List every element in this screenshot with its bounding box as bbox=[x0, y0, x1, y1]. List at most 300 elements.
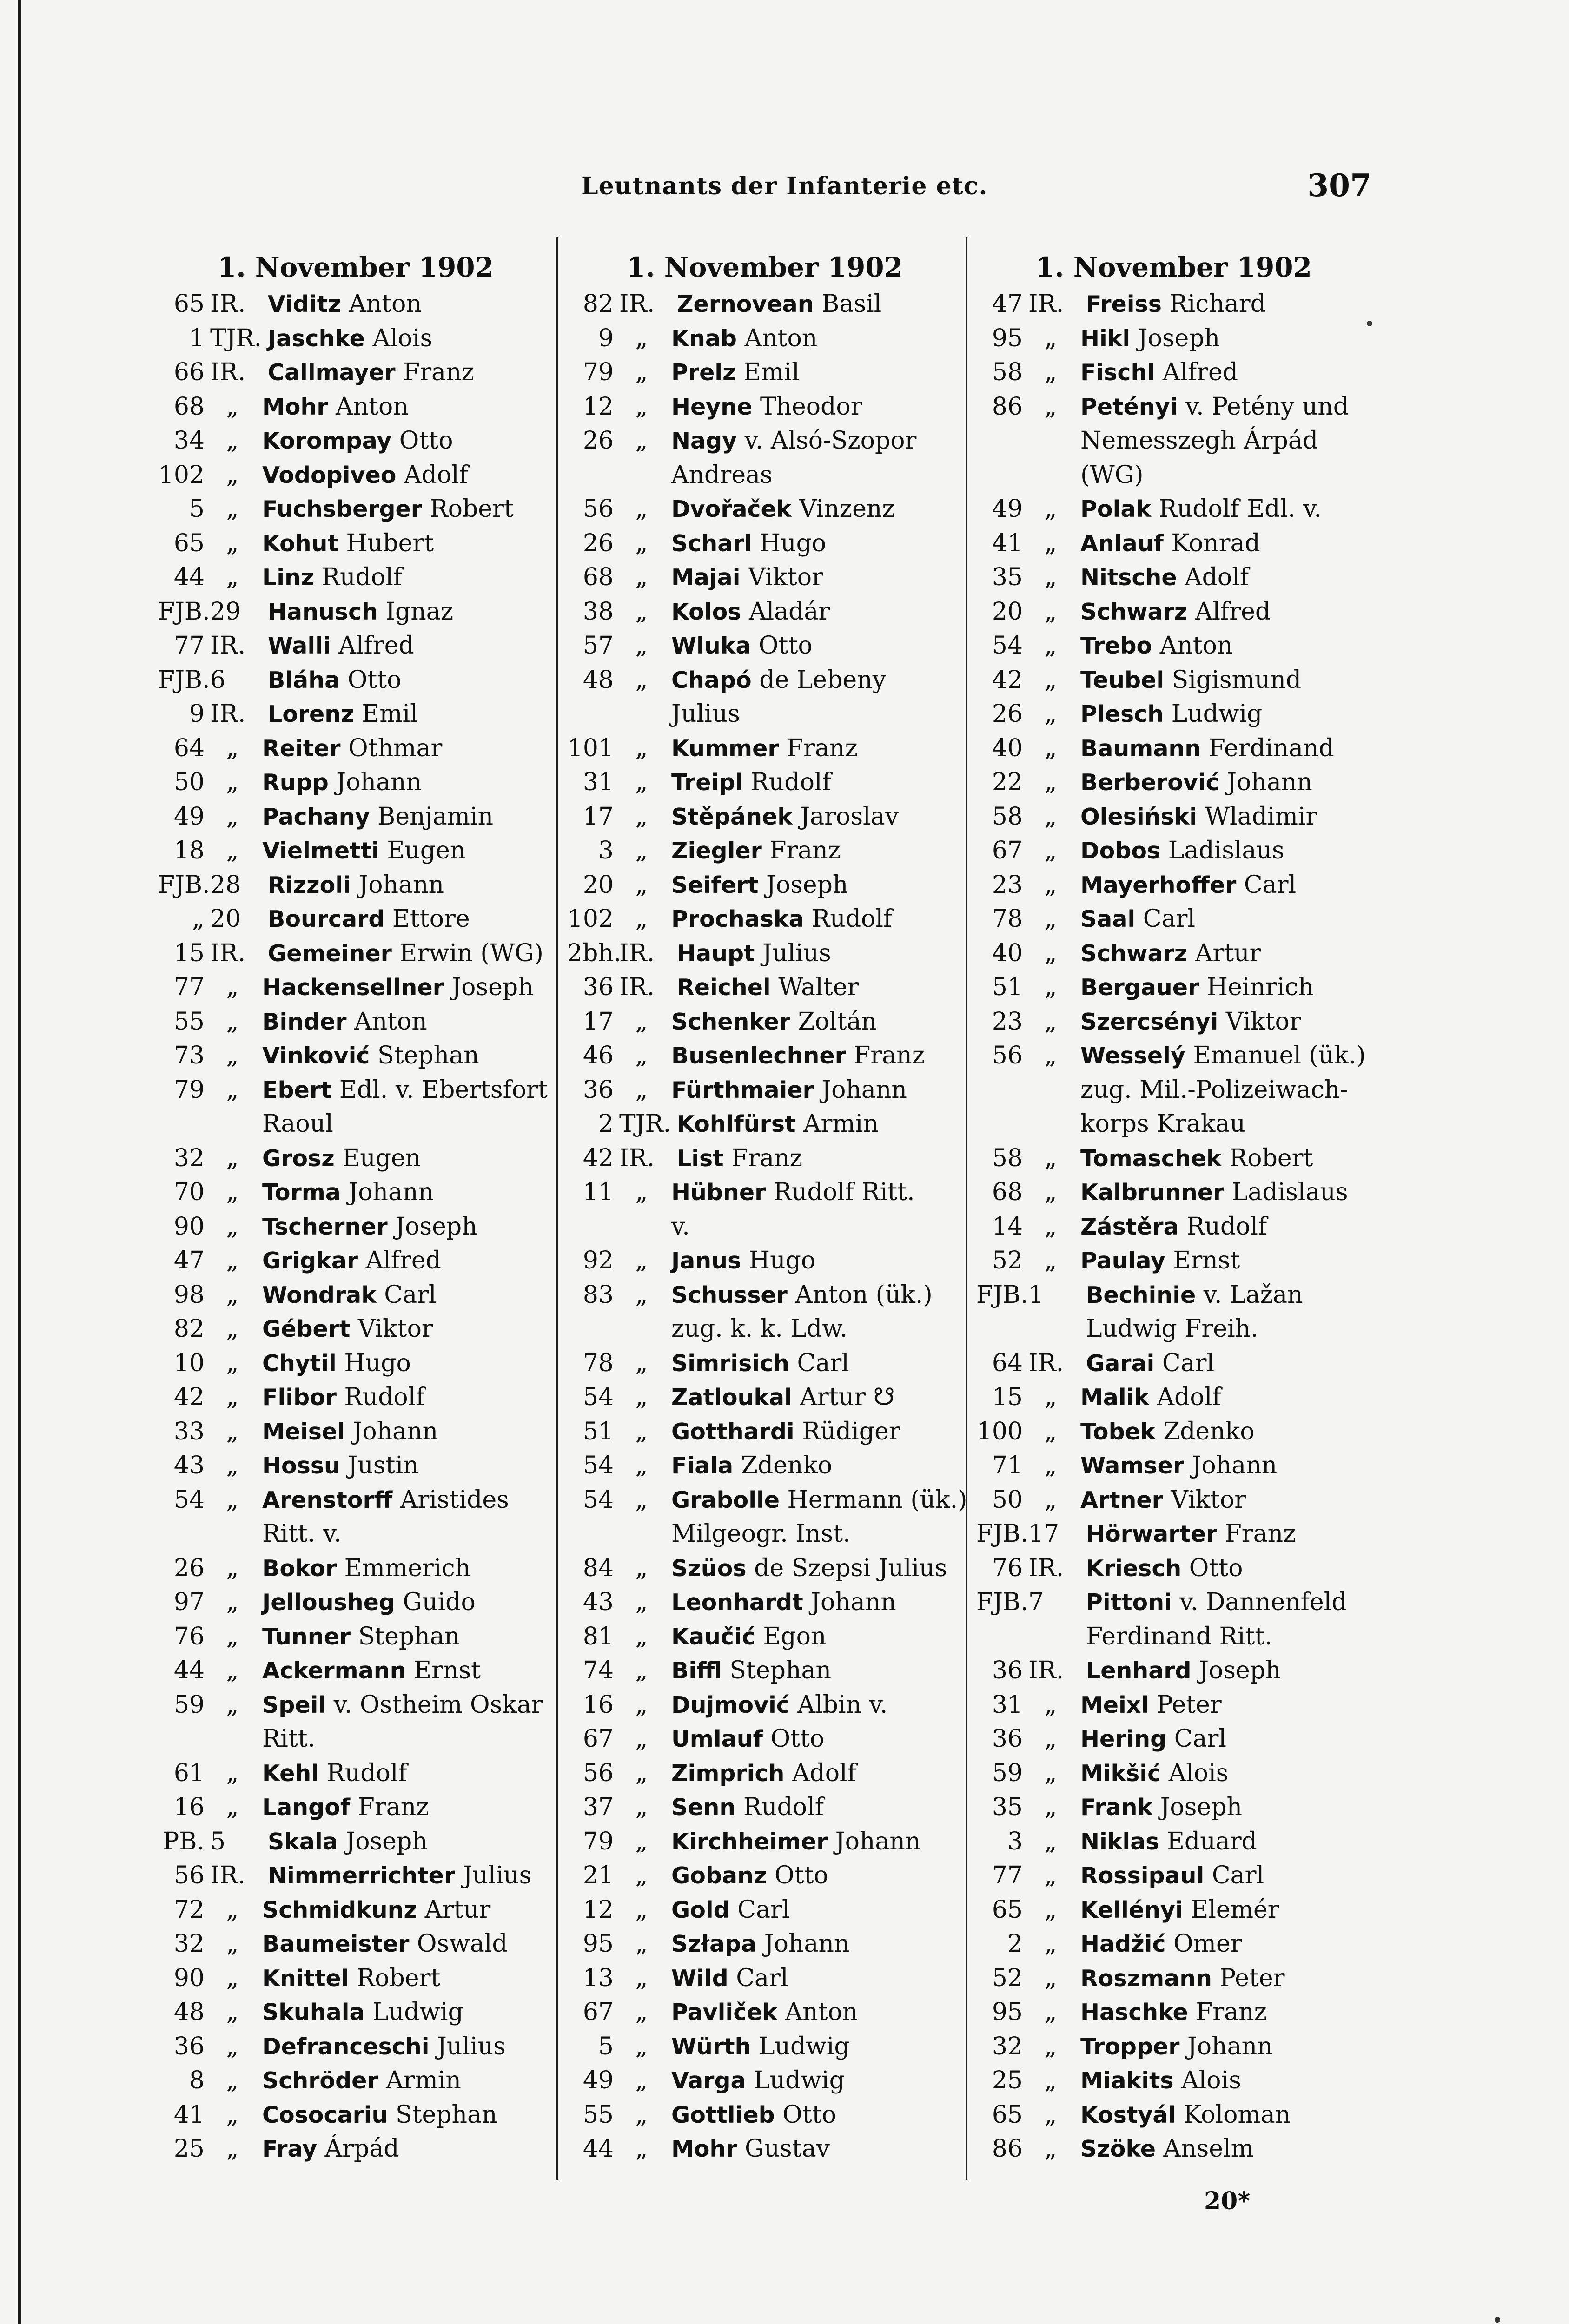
given-name: Zoltán bbox=[798, 1007, 877, 1036]
surname: Hackensellner bbox=[262, 974, 444, 1001]
officer-name bbox=[669, 390, 962, 424]
given-name: Adolf bbox=[404, 461, 468, 489]
regiment-number: 76 bbox=[992, 1554, 1023, 1582]
regiment-number: 76 bbox=[173, 1622, 205, 1651]
given-name: Ignaz bbox=[385, 597, 454, 626]
given-name: Julius bbox=[762, 939, 831, 967]
given-name: Stephan bbox=[395, 2100, 497, 2129]
given-name: Rüdiger bbox=[802, 1417, 900, 1446]
list-item bbox=[567, 1859, 962, 1893]
given-name: Stephan bbox=[358, 1622, 460, 1651]
officer-name bbox=[669, 1585, 962, 1620]
officer-name bbox=[669, 322, 962, 356]
unit-type: „ bbox=[1044, 1452, 1057, 1479]
unit-type: „ bbox=[1044, 1486, 1057, 1514]
given-name: Carl bbox=[1212, 1862, 1264, 1889]
list-item bbox=[976, 1722, 1371, 1756]
officer-name bbox=[260, 1312, 553, 1347]
officer-name bbox=[669, 732, 962, 766]
name-continuation: Ritt. bbox=[262, 1725, 316, 1753]
regiment-number: 18 bbox=[173, 837, 205, 865]
unit-type: „ bbox=[635, 563, 648, 591]
unit-type: „ bbox=[1044, 1690, 1057, 1719]
regiment-number: 2 bbox=[1007, 1930, 1023, 1958]
surname: Skala bbox=[268, 1828, 338, 1855]
list-item bbox=[158, 1347, 553, 1381]
surname: Leonhardt bbox=[671, 1589, 803, 1616]
given-name: Otto bbox=[774, 1862, 828, 1889]
unit-type: TJR. bbox=[210, 324, 262, 352]
list-item bbox=[567, 1790, 962, 1825]
officer-name bbox=[260, 424, 553, 458]
list-item bbox=[567, 1039, 962, 1073]
given-name: Ladislaus bbox=[1168, 837, 1284, 865]
unit-type: IR. bbox=[210, 700, 246, 728]
unit-type: „ bbox=[1044, 905, 1057, 933]
surname: Hanusch bbox=[268, 598, 378, 625]
unit-type: „ bbox=[226, 1383, 239, 1411]
unit-type: IR. bbox=[210, 939, 246, 967]
regiment-number: 66 bbox=[173, 358, 205, 386]
officer-name bbox=[669, 2098, 962, 2133]
name-continuation: Ludwig Freih. bbox=[1086, 1315, 1258, 1343]
officer-name bbox=[669, 1449, 962, 1483]
unit-type: „ bbox=[226, 2032, 239, 2060]
given-name: Johann bbox=[348, 1178, 434, 1206]
regiment-number: 57 bbox=[583, 632, 614, 660]
officer-name bbox=[266, 356, 553, 390]
list-item bbox=[976, 1893, 1371, 1928]
officer-name bbox=[669, 424, 962, 492]
given-name: Joseph bbox=[1160, 1793, 1242, 1821]
given-name: Peter bbox=[1156, 1690, 1222, 1719]
given-name: Viktor bbox=[748, 563, 823, 591]
unit-type: „ bbox=[635, 597, 648, 626]
list-item bbox=[158, 1175, 553, 1210]
regiment-number: PB. bbox=[163, 1827, 205, 1855]
regiment-number: 26 bbox=[173, 1554, 205, 1582]
surname: Gébert bbox=[262, 1316, 351, 1342]
unit-type: „ bbox=[635, 1042, 648, 1070]
officer-name bbox=[669, 1552, 962, 1586]
surname: Schwarz bbox=[1080, 598, 1188, 625]
unit-type: „ bbox=[635, 392, 648, 421]
regiment-number: 43 bbox=[583, 1588, 614, 1616]
list-item bbox=[158, 1244, 553, 1278]
list-item bbox=[567, 356, 962, 390]
list-item bbox=[567, 2064, 962, 2098]
list-item bbox=[976, 1552, 1371, 1586]
given-name: Rudolf bbox=[321, 563, 403, 591]
officer-name bbox=[669, 1175, 962, 1244]
unit-type: „ bbox=[635, 1486, 648, 1514]
regiment-number: 32 bbox=[173, 1930, 205, 1958]
surname: Meixl bbox=[1080, 1691, 1149, 1718]
list-item bbox=[158, 1927, 553, 1961]
regiment-number: 20 bbox=[583, 871, 614, 899]
surname: Dobos bbox=[1080, 838, 1161, 864]
list-item bbox=[158, 1893, 553, 1928]
unit-type: „ bbox=[635, 495, 648, 523]
regiment-number: 1 bbox=[189, 324, 205, 352]
unit-type: „ bbox=[226, 1588, 239, 1616]
unit-type: „ bbox=[226, 1315, 239, 1343]
surname: Kummer bbox=[671, 735, 779, 762]
officer-name bbox=[1079, 834, 1371, 868]
surname: Prochaska bbox=[671, 906, 804, 932]
list-item bbox=[567, 527, 962, 561]
officer-name bbox=[1079, 971, 1371, 1005]
surname: Wild bbox=[671, 1965, 728, 1992]
officer-name bbox=[669, 1688, 962, 1723]
regiment-number: 41 bbox=[992, 529, 1023, 557]
name-continuation: Andreas bbox=[671, 461, 773, 489]
regiment-number: 55 bbox=[583, 2100, 614, 2129]
regiment-number: 14 bbox=[992, 1212, 1023, 1241]
list-item bbox=[158, 937, 553, 971]
given-name: Anton bbox=[1159, 632, 1233, 660]
unit-type: „ bbox=[1044, 563, 1057, 591]
list-item bbox=[976, 1790, 1371, 1825]
name-continuation: Julius bbox=[671, 700, 740, 728]
officer-name bbox=[260, 1893, 553, 1928]
list-item bbox=[567, 424, 962, 492]
officer-name bbox=[669, 1654, 962, 1688]
list-item bbox=[976, 1517, 1371, 1552]
officer-name bbox=[1079, 1790, 1371, 1825]
surname: Plesch bbox=[1080, 701, 1164, 727]
regiment-number: 22 bbox=[992, 768, 1023, 796]
officer-name bbox=[266, 629, 553, 663]
unit-type: „ bbox=[635, 2135, 648, 2163]
unit-type: „ bbox=[1044, 358, 1057, 386]
surname: Saal bbox=[1080, 906, 1136, 932]
unit-type: „ bbox=[226, 2100, 239, 2129]
regiment-number: 84 bbox=[583, 1554, 614, 1582]
officer-name bbox=[260, 1620, 553, 1654]
unit-type: „ bbox=[1044, 837, 1057, 865]
unit-type: IR. bbox=[210, 290, 246, 318]
given-name: Vinzenz bbox=[799, 495, 895, 523]
unit-type: 6 bbox=[210, 666, 226, 694]
list-item bbox=[158, 561, 553, 595]
given-name: Emil bbox=[362, 700, 418, 728]
name-continuation: Nemesszegh Árpád (WG) bbox=[1080, 427, 1318, 489]
regiment-number: 44 bbox=[173, 563, 205, 591]
officer-name bbox=[675, 287, 962, 322]
list-item bbox=[158, 2132, 553, 2166]
given-name: Anton (ük.) bbox=[795, 1281, 933, 1309]
unit-type: „ bbox=[1044, 666, 1057, 694]
unit-type: „ bbox=[226, 1042, 239, 1070]
regiment-number: 8 bbox=[189, 2067, 205, 2094]
regiment-number: 86 bbox=[992, 392, 1023, 421]
unit-type: „ bbox=[635, 1383, 648, 1411]
list-item bbox=[567, 766, 962, 800]
list-item bbox=[976, 1039, 1371, 1142]
list-item bbox=[158, 458, 553, 493]
surname: List bbox=[677, 1145, 724, 1172]
list-item bbox=[158, 287, 553, 322]
list-item bbox=[158, 766, 553, 800]
given-name: Franz bbox=[1196, 1998, 1267, 2026]
surname: Umlauf bbox=[671, 1726, 763, 1752]
surname: Varga bbox=[671, 2067, 746, 2094]
unit-type: „ bbox=[226, 427, 239, 455]
unit-type: „ bbox=[1044, 1178, 1057, 1206]
given-name: Otto bbox=[347, 666, 402, 694]
officer-name bbox=[669, 629, 962, 663]
unit-type: „ bbox=[635, 1349, 648, 1377]
surname: Gotthardi bbox=[671, 1418, 794, 1445]
given-name: Johann bbox=[835, 1827, 921, 1855]
list-item bbox=[976, 1449, 1371, 1483]
surname: Defranceschi bbox=[262, 2033, 430, 2060]
unit-type: „ bbox=[1044, 1793, 1057, 1821]
given-name: Carl bbox=[736, 1964, 788, 1992]
officer-name bbox=[260, 527, 553, 561]
column-rows bbox=[158, 287, 553, 2166]
list-item bbox=[976, 390, 1371, 493]
unit-type: 28 bbox=[210, 871, 241, 899]
regiment-number: 74 bbox=[583, 1657, 614, 1684]
unit-type: „ bbox=[1044, 1042, 1057, 1070]
surname: Mohr bbox=[671, 2136, 737, 2162]
list-item bbox=[976, 1585, 1371, 1654]
unit-type: „ bbox=[1044, 2067, 1057, 2094]
list-item bbox=[567, 1175, 962, 1244]
given-name: Edl. v. Ebertsfort bbox=[339, 1076, 548, 1104]
unit-type: „ bbox=[226, 1349, 239, 1377]
officer-name bbox=[266, 663, 553, 698]
surname: Kalbrunner bbox=[1080, 1179, 1225, 1206]
given-name: Viktor bbox=[1225, 1007, 1301, 1036]
given-name: Armin bbox=[803, 1110, 879, 1138]
surname: Freiss bbox=[1086, 291, 1162, 317]
name-continuation: Ritt. v. bbox=[262, 1520, 342, 1548]
given-name: v. Dannenfeld bbox=[1179, 1588, 1347, 1616]
list-item bbox=[976, 902, 1371, 937]
unit-type: „ bbox=[226, 973, 239, 1001]
unit-type: IR. bbox=[1028, 1349, 1064, 1377]
unit-type: „ bbox=[1044, 1827, 1057, 1855]
unit-type: „ bbox=[635, 358, 648, 386]
surname: Tropper bbox=[1080, 2033, 1180, 2060]
officer-name bbox=[1079, 1449, 1371, 1483]
given-name: Aristides bbox=[400, 1486, 509, 1514]
regiment-number: 79 bbox=[583, 1827, 614, 1855]
surname: Prelz bbox=[671, 359, 736, 386]
regiment-number: 79 bbox=[173, 1076, 205, 1104]
list-item bbox=[567, 1380, 962, 1415]
officer-name bbox=[669, 1415, 962, 1449]
surname: Langof bbox=[262, 1794, 351, 1821]
list-item bbox=[158, 595, 553, 629]
regiment-number: 17 bbox=[583, 802, 614, 831]
officer-name bbox=[260, 834, 553, 868]
unit-type: „ bbox=[226, 1622, 239, 1651]
surname: Malik bbox=[1080, 1384, 1150, 1411]
officer-name bbox=[260, 1483, 553, 1552]
list-item bbox=[567, 1415, 962, 1449]
regiment-number: 40 bbox=[992, 734, 1023, 762]
regiment-number: 64 bbox=[992, 1349, 1023, 1377]
surname: Mikšić bbox=[1080, 1760, 1161, 1787]
surname: Haschke bbox=[1080, 1999, 1188, 2026]
list-item bbox=[158, 1825, 553, 1859]
officer-name bbox=[260, 800, 553, 834]
surname: Zimprich bbox=[671, 1760, 785, 1787]
surname: Kohut bbox=[262, 530, 338, 557]
list-item bbox=[976, 1380, 1371, 1415]
regiment-number: 97 bbox=[173, 1588, 205, 1616]
unit-type: „ bbox=[226, 1793, 239, 1821]
unit-type: IR. bbox=[210, 1862, 246, 1889]
officer-name bbox=[260, 1005, 553, 1039]
regiment-number: 95 bbox=[992, 1998, 1023, 2026]
given-name: Adolf bbox=[1157, 1383, 1221, 1411]
regiment-number: 86 bbox=[992, 2135, 1023, 2163]
given-name: Heinrich bbox=[1206, 973, 1314, 1001]
officer-name bbox=[669, 1790, 962, 1825]
list-item bbox=[158, 834, 553, 868]
list-item bbox=[567, 322, 962, 356]
regiment-number: 11 bbox=[583, 1178, 614, 1206]
regiment-number: 38 bbox=[583, 597, 614, 626]
list-item bbox=[158, 868, 553, 903]
regiment-number: 95 bbox=[992, 324, 1023, 352]
column-rows bbox=[976, 287, 1371, 2166]
surname: Nagy bbox=[671, 428, 737, 454]
page-number: 307 bbox=[1307, 167, 1371, 204]
surname: Lenhard bbox=[1086, 1657, 1192, 1684]
name-continuation: zug. Mil.-Polizeiwach-korps Krakau bbox=[1080, 1076, 1348, 1138]
given-name: Alfred bbox=[338, 632, 414, 660]
surname: Arenstorff bbox=[262, 1486, 393, 1513]
regiment-number: 36 bbox=[173, 2032, 205, 2060]
regiment-number: 67 bbox=[583, 1998, 614, 2026]
unit-type: „ bbox=[1044, 2135, 1057, 2163]
list-item bbox=[158, 1449, 553, 1483]
given-name: Theodor bbox=[760, 392, 862, 421]
surname: Bergauer bbox=[1080, 974, 1199, 1001]
regiment-number: 58 bbox=[992, 802, 1023, 831]
surname: Zatloukal bbox=[671, 1384, 792, 1411]
regiment-number: 58 bbox=[992, 358, 1023, 386]
unit-type: „ bbox=[1044, 2100, 1057, 2129]
surname: Grabolle bbox=[671, 1486, 780, 1513]
surname: Kellényi bbox=[1080, 1896, 1183, 1923]
given-name: Konrad bbox=[1171, 529, 1260, 557]
regiment-number: 49 bbox=[173, 802, 205, 831]
unit-type: „ bbox=[1044, 1212, 1057, 1241]
list-item bbox=[976, 834, 1371, 868]
list-item bbox=[158, 697, 553, 732]
given-name: v. Alsó-Szopor bbox=[744, 427, 917, 455]
regiment-number: 65 bbox=[992, 2100, 1023, 2129]
unit-type: „ bbox=[1044, 1007, 1057, 1036]
regiment-number: 3 bbox=[598, 837, 614, 865]
officer-name bbox=[260, 1585, 553, 1620]
given-name: Johann bbox=[764, 1930, 850, 1958]
regiment-number: 102 bbox=[158, 461, 205, 489]
list-item bbox=[976, 595, 1371, 629]
surname: Niklas bbox=[1080, 1828, 1159, 1855]
officer-name bbox=[1079, 492, 1371, 527]
officer-name bbox=[1079, 322, 1371, 356]
regiment-number: 49 bbox=[583, 2067, 614, 2094]
surname: Busenlechner bbox=[671, 1043, 846, 1069]
regiment-number: 43 bbox=[173, 1452, 205, 1479]
given-name: Ladislaus bbox=[1231, 1178, 1348, 1206]
surname: Meisel bbox=[262, 1418, 345, 1445]
name-continuation: v. bbox=[671, 1212, 690, 1241]
unit-type: „ bbox=[635, 1281, 648, 1309]
surname: Schusser bbox=[671, 1281, 788, 1308]
regiment-number: 5 bbox=[598, 2032, 614, 2060]
unit-type: „ bbox=[226, 1486, 239, 1514]
unit-type: „ bbox=[635, 802, 648, 831]
given-name: Alois bbox=[372, 324, 433, 352]
page-binding-edge bbox=[18, 0, 21, 2324]
surname: Grigkar bbox=[262, 1248, 358, 1274]
speck bbox=[1367, 321, 1372, 326]
officer-name bbox=[1079, 1210, 1371, 1244]
regiment-number: 21 bbox=[583, 1862, 614, 1889]
regiment-number: 77 bbox=[173, 973, 205, 1001]
unit-type: TJR. bbox=[619, 1110, 671, 1138]
list-item bbox=[158, 1039, 553, 1073]
surname: Ebert bbox=[262, 1076, 332, 1103]
surname: Paulay bbox=[1080, 1248, 1165, 1274]
given-name: Zdenko bbox=[741, 1452, 833, 1479]
surname: Hikl bbox=[1080, 325, 1131, 352]
column-heading: 1. November 1902 bbox=[1035, 251, 1312, 283]
given-name: de Szepsi Julius bbox=[754, 1554, 947, 1582]
regiment-number: 16 bbox=[583, 1690, 614, 1719]
unit-type: IR. bbox=[1028, 1554, 1064, 1582]
officer-name bbox=[266, 595, 553, 629]
regiment-number: 65 bbox=[173, 529, 205, 557]
surname: Fuchsberger bbox=[262, 496, 422, 522]
regiment-number: 55 bbox=[173, 1007, 205, 1036]
list-item bbox=[158, 1995, 553, 2030]
given-name: Hugo bbox=[344, 1349, 411, 1377]
regiment-number: 50 bbox=[173, 768, 205, 796]
surname: Majai bbox=[671, 564, 741, 591]
given-name: Rudolf bbox=[344, 1383, 425, 1411]
surname: Speil bbox=[262, 1691, 326, 1718]
surname: Jellousheg bbox=[262, 1589, 395, 1616]
given-name: Johann bbox=[352, 1417, 438, 1446]
officer-name bbox=[669, 1005, 962, 1039]
given-name: Ludwig bbox=[754, 2067, 845, 2094]
regiment-number: 46 bbox=[583, 1042, 614, 1070]
surname: Kriesch bbox=[1086, 1555, 1182, 1582]
officer-name bbox=[669, 527, 962, 561]
officer-name bbox=[1084, 1347, 1371, 1381]
unit-type: „ bbox=[1044, 700, 1057, 728]
given-name: Joseph bbox=[766, 871, 848, 899]
list-item bbox=[567, 868, 962, 903]
unit-type: IR. bbox=[210, 358, 246, 386]
regiment-number: 61 bbox=[173, 1759, 205, 1787]
officer-name bbox=[669, 800, 962, 834]
given-name: Franz bbox=[769, 837, 841, 865]
given-name: Anton bbox=[336, 392, 409, 421]
list-item bbox=[567, 971, 962, 1005]
unit-type: „ bbox=[226, 2067, 239, 2094]
